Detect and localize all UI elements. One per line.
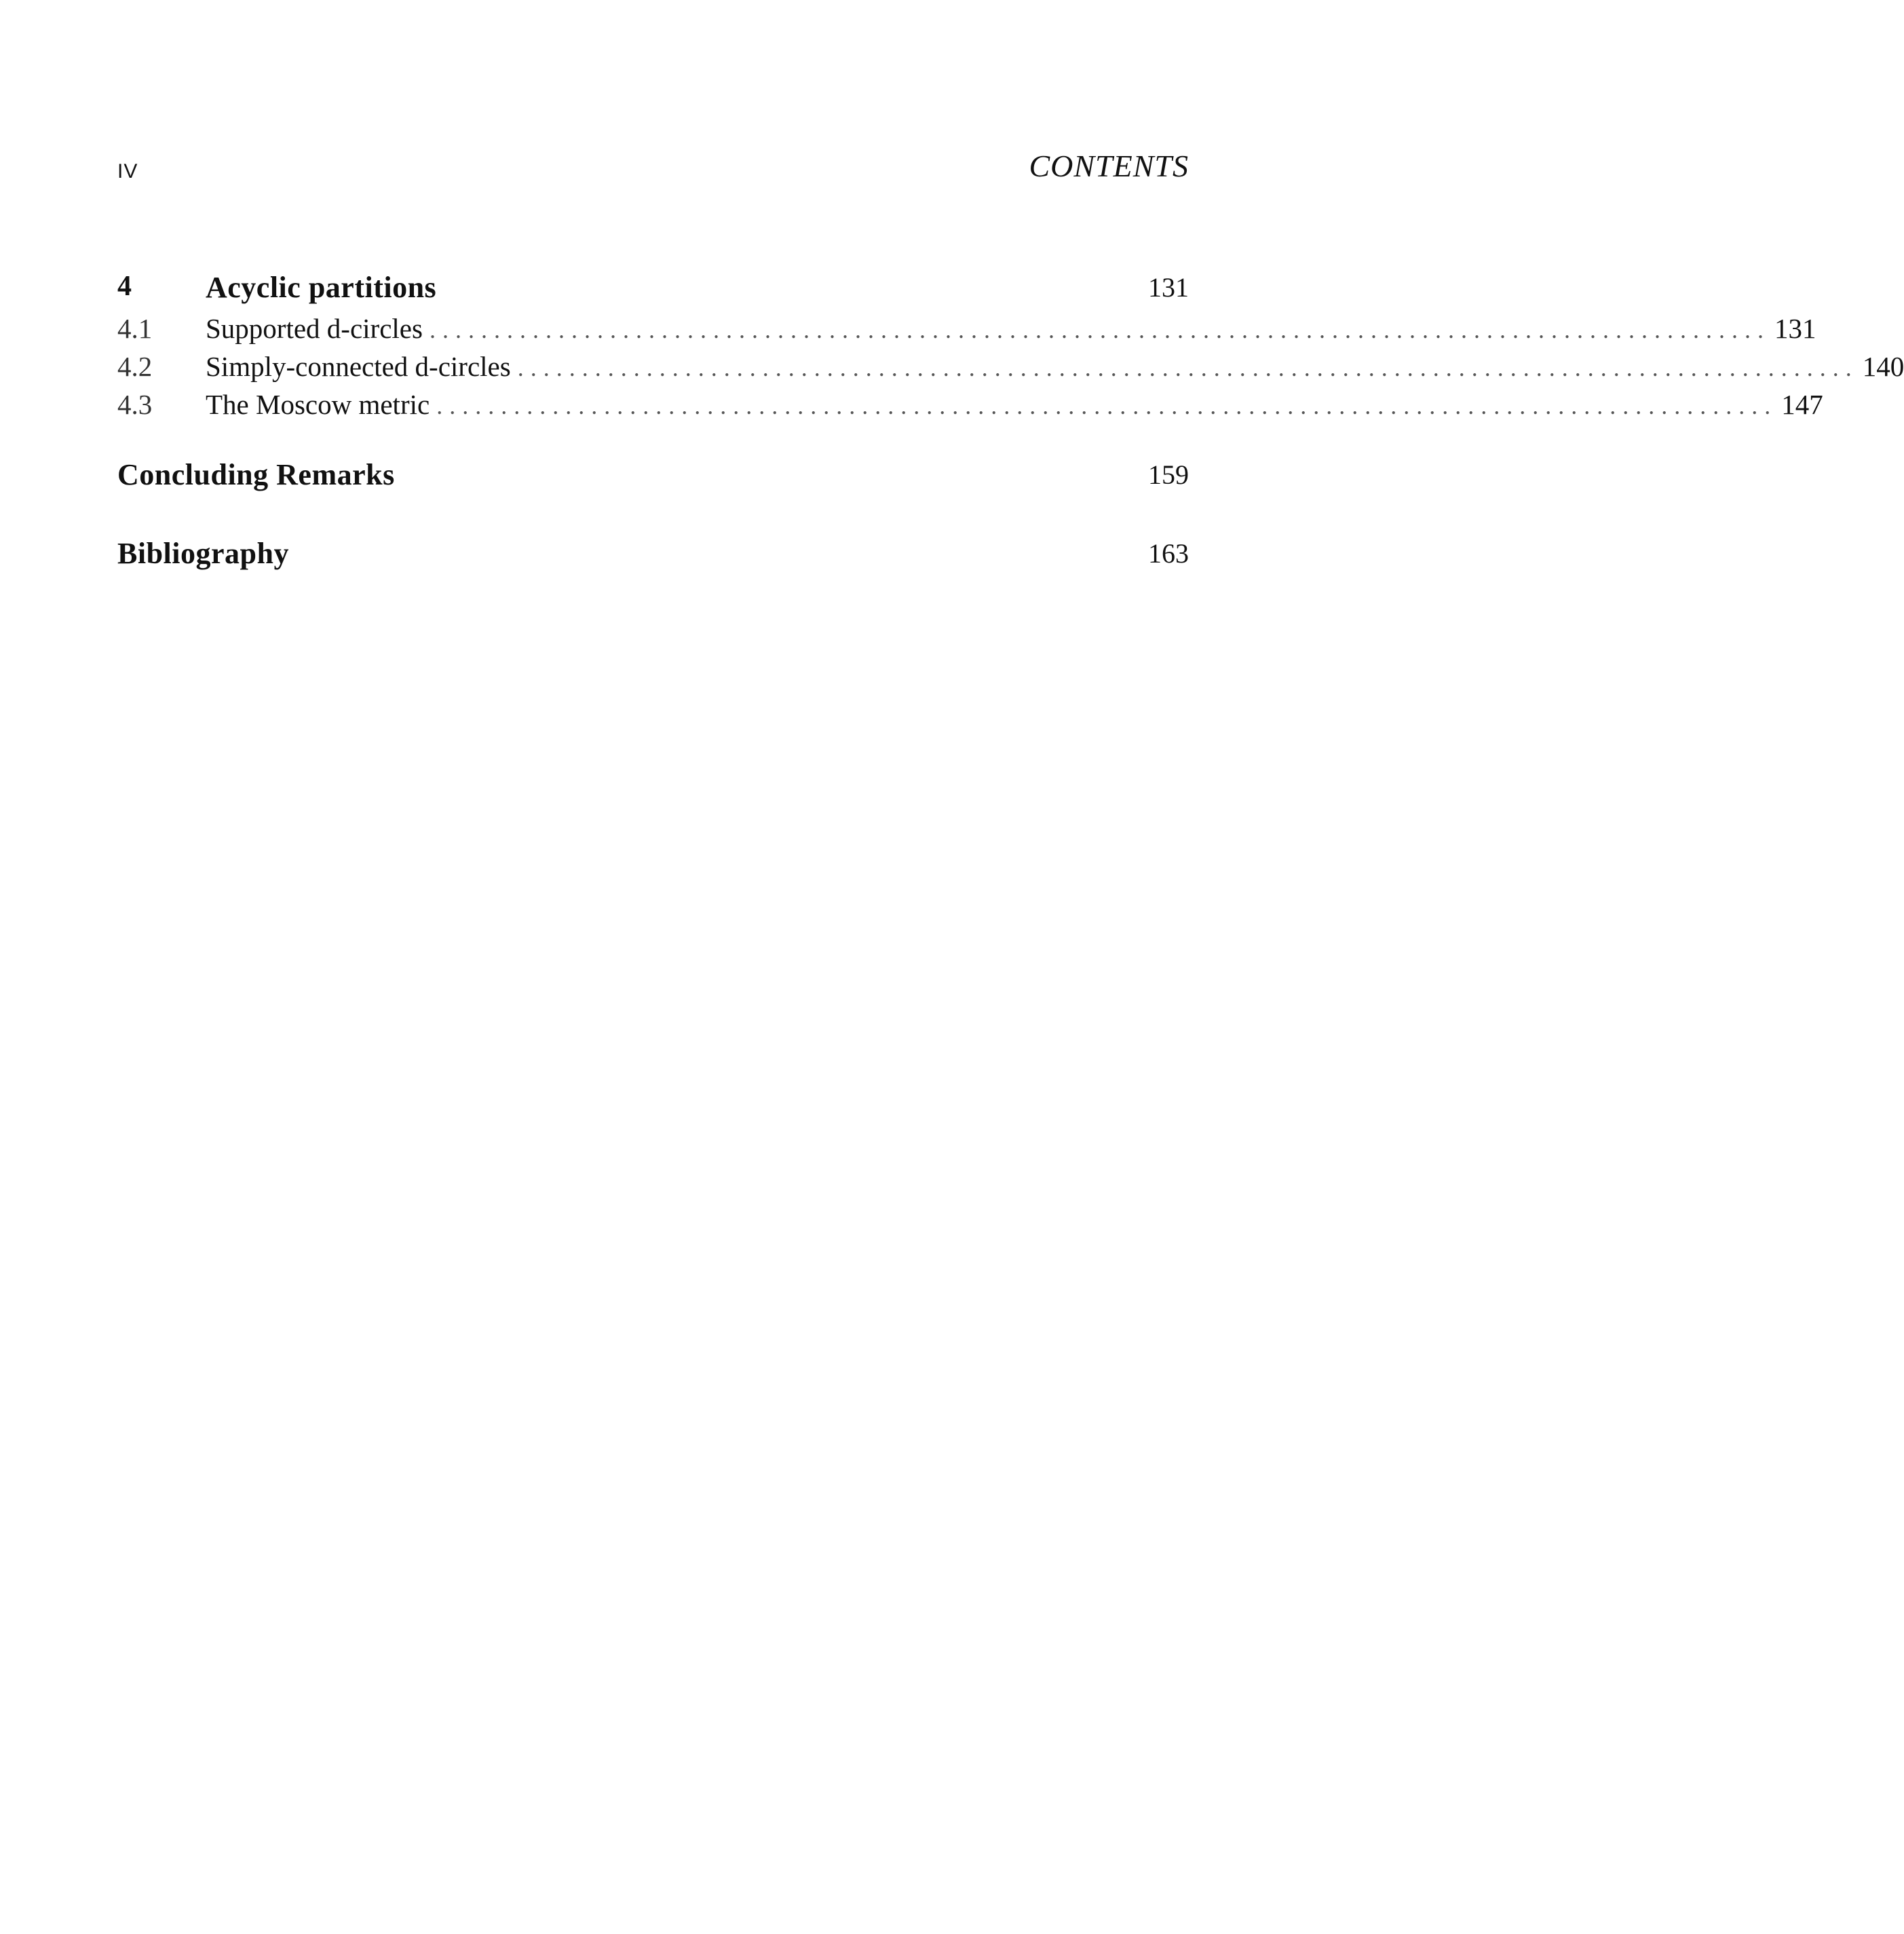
section-title: The Moscow metric bbox=[206, 389, 430, 420]
toc-bibliography-row bbox=[117, 536, 1189, 585]
chapter-title: Acyclic partitions bbox=[206, 271, 437, 304]
toc-chapter-row bbox=[117, 263, 1189, 312]
bibliography-title: Bibliography bbox=[117, 537, 289, 570]
toc-section-row bbox=[117, 388, 1823, 426]
bibliography-page: 163 bbox=[1148, 538, 1189, 569]
section-page: 140 bbox=[1862, 351, 1904, 382]
spacer bbox=[117, 506, 1189, 536]
page-number: IV bbox=[117, 160, 138, 183]
dot-leader: ........................................................................................................ bbox=[436, 392, 1778, 419]
toc-section-row bbox=[117, 312, 1816, 350]
spacer bbox=[117, 426, 1189, 457]
concluding-page: 159 bbox=[1148, 459, 1189, 490]
toc-section-row bbox=[117, 350, 1904, 388]
section-page: 131 bbox=[1774, 313, 1816, 344]
running-title: CONTENTS bbox=[1029, 149, 1189, 183]
section-number: 4.2 bbox=[117, 351, 153, 382]
section-number: 4.1 bbox=[117, 313, 153, 344]
section-title: Supported d-circles bbox=[206, 313, 423, 344]
chapter-page: 131 bbox=[1148, 272, 1189, 303]
section-page: 147 bbox=[1781, 389, 1823, 420]
chapter-number: 4 bbox=[117, 271, 132, 302]
section-title: Simply-connected d-circles bbox=[206, 351, 511, 382]
concluding-title: Concluding Remarks bbox=[117, 458, 395, 491]
running-header bbox=[117, 148, 1189, 189]
dot-leader: ........................................................................................................ bbox=[429, 316, 1770, 343]
section-number: 4.3 bbox=[117, 389, 153, 420]
toc-concluding-row bbox=[117, 457, 1189, 506]
table-of-contents bbox=[117, 263, 1904, 585]
dot-leader: ........................................................................................................ bbox=[517, 354, 1859, 381]
